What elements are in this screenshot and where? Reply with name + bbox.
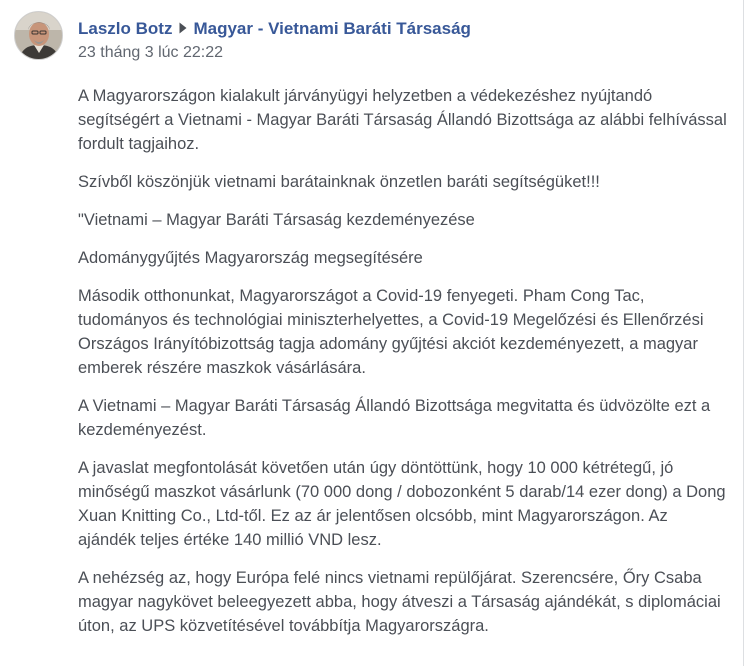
right-triangle-icon (179, 19, 187, 39)
post-paragraph: Adománygyűjtés Magyarország megsegítésére (78, 249, 423, 267)
post-paragraph: "Vietnami – Magyar Baráti Társaság kezdeményezése (78, 211, 475, 229)
post-paragraph: A Magyarországon kialakult járványügyi helyzetben a védekezéshez nyújtandó segítségért a Vietnami - Magyar Baráti Társaság Állandó Bizottsága az alábbi felhívással fordult tagjaihoz. (78, 87, 727, 153)
post-header (78, 19, 471, 40)
post-body (78, 84, 728, 652)
post-paragraph: A Vietnami – Magyar Baráti Társaság Állandó Bizottsága megvitatta és üdvözölte ezt a kezdeményezést. (78, 397, 711, 439)
author-name-link[interactable]: Laszlo Botz (78, 19, 173, 38)
author-avatar[interactable] (14, 11, 63, 60)
post-paragraph: Második otthonunkat, Magyarországot a Covid-19 fenyegeti. Pham Cong Tac, tudományos és technológiai miniszterhelyettes, a Covid-19 Megelőzési és Ellenőrzési Országos Irányítóbizottság tagja adomány gyűjtési akciót kezdeményezett, a magyar emberek részére maszkok vásárlására. (78, 287, 704, 377)
post-paragraph: A javaslat megfontolását követően után úgy döntöttünk, hogy 10 000 kétrétegű, jó minőségű maszkot vásárlunk (70 000 dong / dobozonként 5 darab/14 ezer dong) a Dong Xuan Knitting Co., Ltd-től. Ez az ár jelentősen olcsóbb, mint Magyarországon. Az ajándék teljes értéke 140 millió VND lesz. (78, 459, 726, 549)
post-timestamp[interactable]: 23 tháng 3 lúc 22:22 (78, 44, 224, 61)
post-paragraph: A nehézség az, hogy Európa felé nincs vietnami repülőjárat. Szerencsére, Őry Csaba magyar nagykövet beleegyezett abba, hogy átveszi a Társaság ajándékát, s diplomáciai úton, az UPS közvetítésével továbbítja Magyarországra. (78, 569, 721, 635)
avatar-image (15, 12, 63, 60)
group-name-link[interactable]: Magyar - Vietnami Baráti Társaság (193, 19, 471, 38)
post-paragraph: Szívből köszönjük vietnami barátainknak önzetlen baráti segítségüket!!! (78, 173, 600, 191)
